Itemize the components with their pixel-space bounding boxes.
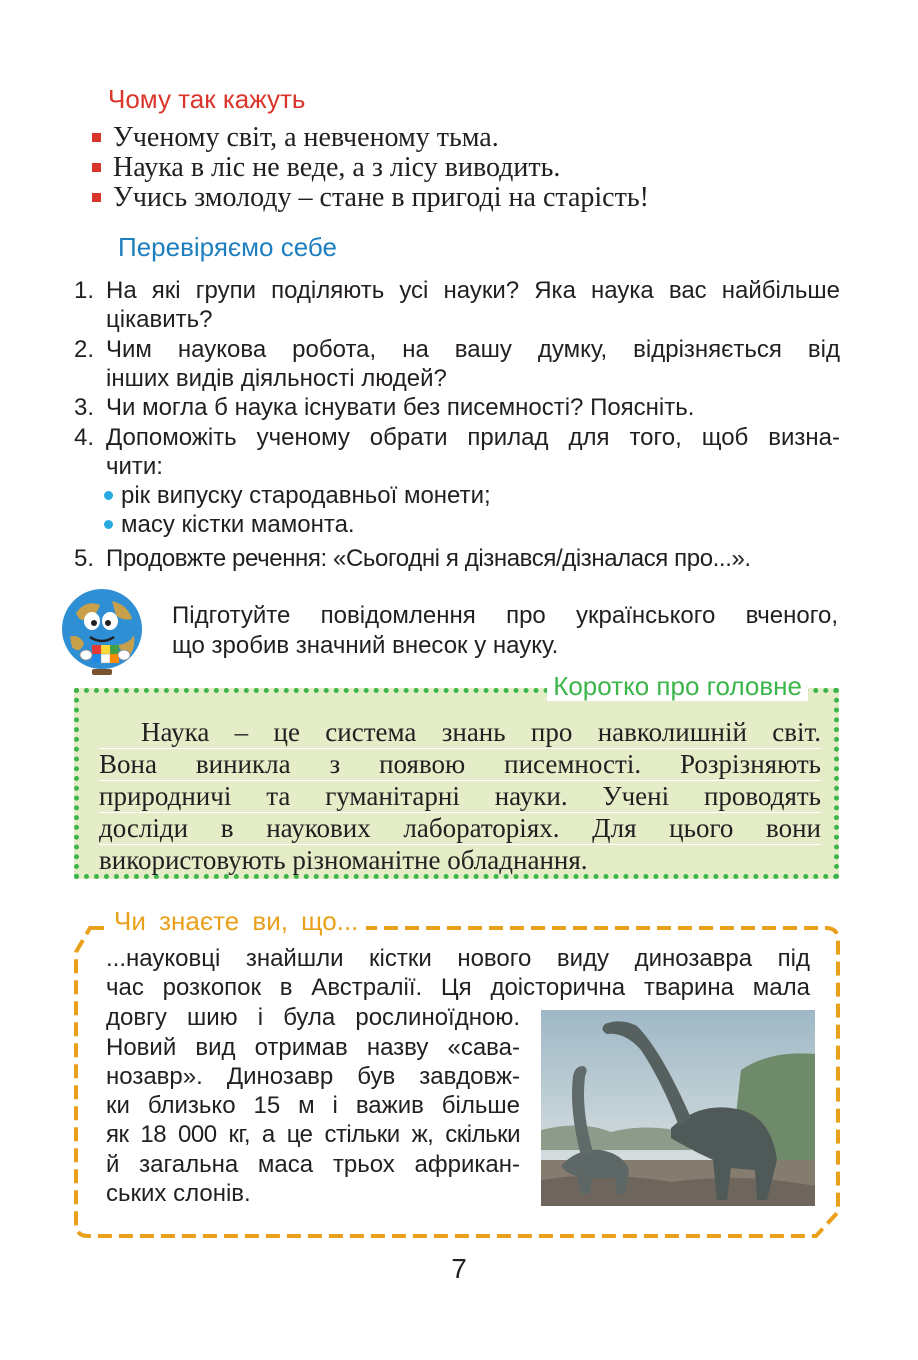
summary-title: Коротко про головне — [547, 671, 808, 701]
globe-mascot-icon — [56, 585, 148, 677]
summary-text: Наука – це система знань про навколишній світ. Вона виникла з появою писемності. Розрізняють природничі та гуманітарні науки. Учені проводять досліди в наукових лабораторіях. Для цього вони використовують різноманітне обладнання. — [99, 717, 821, 875]
question-item: 3. Чи могла б наука існувати без писемності? Поясніть. — [74, 394, 695, 421]
fact-line: Новий вид отримав назву «сава- — [106, 1034, 520, 1061]
fact-line: нозавр». Динозавр був завдовж- — [106, 1063, 520, 1090]
sub-list-item: рік випуску стародавньої монети; — [104, 481, 491, 510]
fact-line: довгу шию і була рослиноїдною. — [106, 1004, 520, 1031]
red-square-bullet-icon — [92, 133, 101, 142]
fact-line: й загальна маса трьох африкан- — [106, 1151, 520, 1178]
page-number: 7 — [451, 1253, 467, 1284]
fact-title: Чи знаєте ви, що... — [106, 906, 366, 936]
sub-list-item: масу кістки мамонта. — [104, 510, 355, 539]
proverb-item: Учись змолоду – стане в пригоді на старість! — [92, 183, 649, 213]
blue-dot-bullet-icon — [104, 520, 113, 529]
proverb-item: Ученому світ, а невченому тьма. — [92, 123, 499, 153]
blue-dot-bullet-icon — [104, 491, 113, 500]
fact-line: ських слонів. — [106, 1180, 251, 1207]
proverb-item: Наука в ліс не веде, а з лісу виводить. — [92, 153, 560, 183]
question-item: 2. Чим наукова робота, на вашу думку, відрізняється від інших видів діяльності людей? — [74, 336, 840, 392]
question-item: 1. На які групи поділяють усі науки? Яка наука вас найбільше цікавить? — [74, 277, 840, 333]
question-item: 4. Допоможіть ученому обрати прилад для того, щоб визна- чити: — [74, 424, 840, 480]
summary-box — [74, 671, 839, 879]
task-text: Підготуйте повідомлення про українського вченого, що зробив значний внесок у науку. — [172, 602, 838, 659]
proverbs-title: Чому так кажуть — [108, 84, 306, 114]
question-item: 5. Продовжте речення: «Сьогодні я дізнався/дізналася про...». — [74, 545, 751, 572]
fact-line: ...науковці знайшли кістки нового виду динозавра під — [106, 945, 810, 972]
check-title: Перевіряємо себе — [118, 232, 337, 262]
fact-line: як 18 000 кг, а це стільки ж, скільки — [106, 1121, 520, 1148]
fact-line: ки близько 15 м і важив більше — [106, 1092, 520, 1119]
red-square-bullet-icon — [92, 163, 101, 172]
fact-line: час розкопок в Австралії. Ця доісторична тварина мала — [106, 974, 810, 1001]
red-square-bullet-icon — [92, 193, 101, 202]
dinosaur-photo — [541, 1010, 815, 1206]
